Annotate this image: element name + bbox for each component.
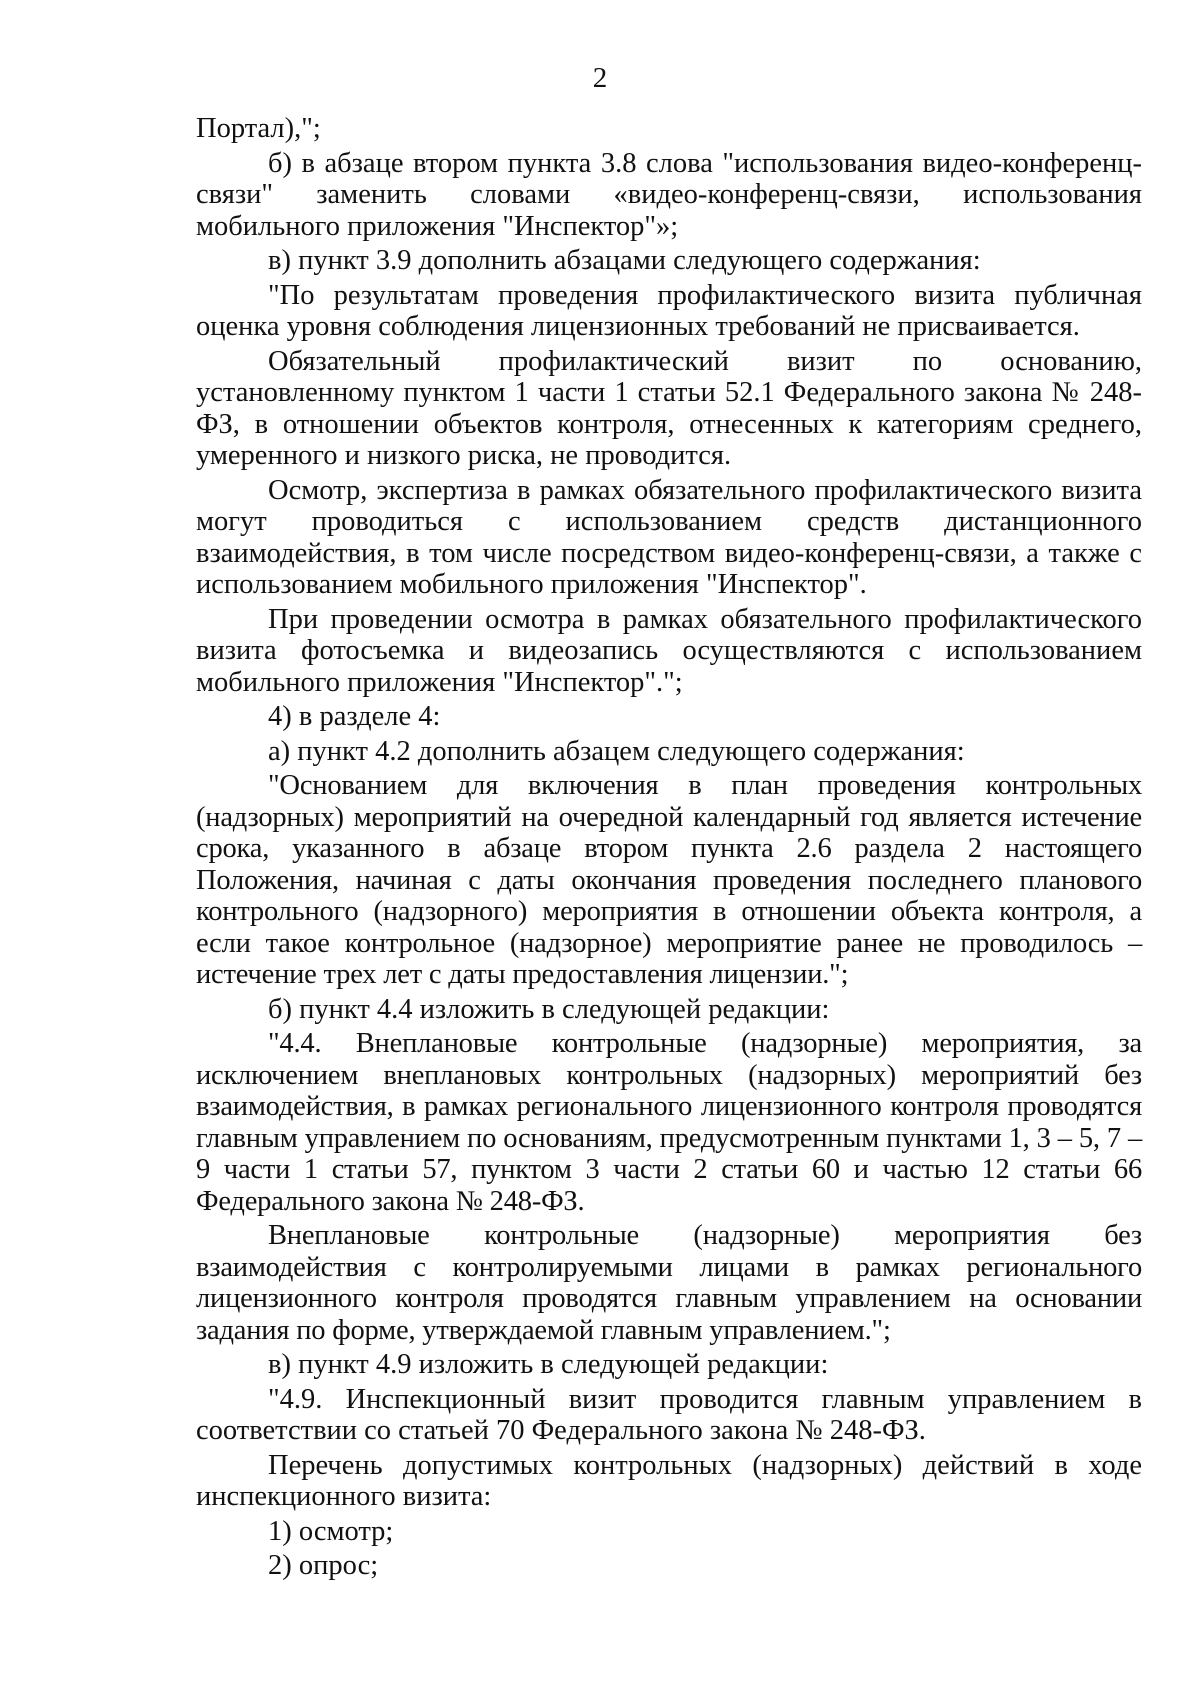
list-item-survey: 2) опрос; <box>268 1550 379 1581</box>
paragraph-portal-end: Портал),"; <box>196 113 321 144</box>
list-item-inspection: 1) осмотр; <box>268 1515 394 1547</box>
paragraph-actions-list-intro: Перечень допустимых контрольных (надзорных) действий в ходе инспекционного визита: <box>196 1449 1142 1512</box>
paragraph-plan-basis: "Основанием для включения в план проведения контрольных (надзорных) мероприятий на очередной календарный год является истечение срока, указанного в абзаце втором пункта 2.6 раздела 2 настоящего Положения, начиная с даты окончания проведения последнего планового контрольного (надзорного) мероприятия в отношении объекта контроля, а если такое контрольное (надзорное) мероприятие ранее не проводилось – истечение трех лет с даты предоставления лицензии."; <box>196 770 1142 990</box>
paragraph-no-interaction-measures: Внеплановые контрольные (надзорные) мероприятия без взаимодействия с контролируемыми лицами в рамках регионального лицензионного контроля проводятся главным управлением на основании задания по форме, утверждаемой главным управлением."; <box>196 1220 1142 1346</box>
paragraph-photo-video: При проведении осмотра в рамках обязательного профилактического визита фотосъемка и видеозапись осуществляются с использованием мобильного приложения "Инспектор"."; <box>196 603 1142 698</box>
paragraph-item-a-4-2: а) пункт 4.2 дополнить абзацем следующего содержания: <box>268 735 965 767</box>
paragraph-item-v-3-9: в) пункт 3.9 дополнить абзацами следующего содержания: <box>268 245 981 276</box>
paragraph-inspection-remote: Осмотр, экспертиза в рамках обязательного профилактического визита могут проводиться с использованием средств дистанционного взаимодействия, в том числе посредством видео-конференц-связи, а также с использованием мобильного приложения "Инспектор". <box>196 474 1142 600</box>
paragraph-item-v-4-9: в) пункт 4.9 изложить в следующей редакции: <box>268 1349 829 1380</box>
page-number: 2 <box>592 62 608 94</box>
paragraph-section-4: 4) в разделе 4: <box>268 701 441 732</box>
paragraph-item-b-3-8: б) в абзаце втором пункта 3.8 слова "использования видео-конференц-связи" заменить словами «видео-конференц-связи, использования мобильного приложения "Инспектор"»; <box>196 147 1142 242</box>
paragraph-item-b-4-4: б) пункт 4.4 изложить в следующей редакции: <box>268 993 830 1025</box>
paragraph-mandatory-visit: Обязательный профилактический визит по основанию, установленному пунктом 1 части 1 статьи 52.1 Федерального закона № 248-ФЗ, в отношении объектов контроля, отнесенных к категориям среднего, умеренного и низкого риска, не проводится. <box>196 345 1142 471</box>
document-body <box>196 113 1142 1582</box>
paragraph-public-assessment: "По результатам проведения профилактического визита публичная оценка уровня соблюдения лицензионных требований не присваивается. <box>196 279 1142 342</box>
paragraph-inspection-visit: "4.9. Инспекционный визит проводится главным управлением в соответствии со статьей 70 Федерального закона № 248-ФЗ. <box>196 1383 1142 1446</box>
paragraph-unscheduled-measures: "4.4. Внеплановые контрольные (надзорные) мероприятия, за исключением внеплановых контрольных (надзорных) мероприятий без взаимодействия, в рамках регионального лицензионного контроля проводятся главным управлением по основаниям, предусмотренным пунктами 1, 3 – 5, 7 – 9 части 1 статьи 57, пунктом 3 части 2 статьи 60 и частью 12 статьи 66 Федерального закона № 248-ФЗ. <box>196 1028 1142 1217</box>
